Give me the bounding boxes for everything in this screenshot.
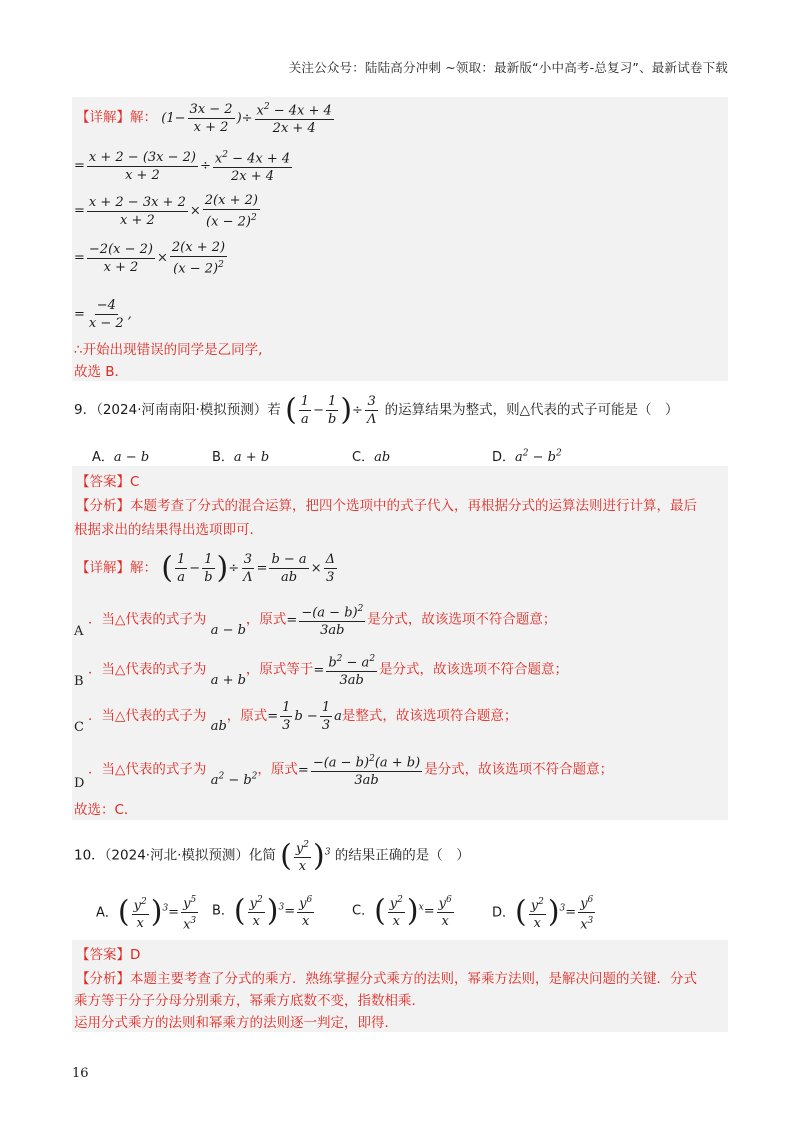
case-d-line: ．当△代表的式子为 $a^2 - b^2$，原式= $\frac{-(a - b)^2(a + b)}{3ab}$ 是分式，故该选项不符合题意；	[88, 754, 614, 789]
q8-detail-block	[72, 97, 728, 381]
q10-option-c[interactable]: C．( $\frac{y^2}{x}$ )$^x$= $\frac{y^6}{x}$	[352, 893, 452, 930]
q8-step-2: = $\frac{x + 2 - 3x + 2}{x + 2}$ × $\frac{2(x + 2)}{(x - 2)^2}$	[74, 193, 258, 230]
q9-detail-line: 【详解】解： ( $\frac{1}{a}$ − $\frac{1}{b}$ )÷ $\frac{3}{\Lambda}$ = $\frac{b - a}{ab}$ × $\frac{\Delta}{3}$	[76, 550, 335, 586]
q9-analysis-1: 【分析】本题考查了分式的混合运算，把四个选项中的式子代入，再根据分式的运算法则进行计算，最后	[76, 498, 697, 514]
page-header: 关注公众号：陆陆高分冲刺 ~领取：最新版“小中高考-总复习”、最新试卷下载	[288, 60, 728, 75]
case-b-line: ．当△代表的式子为 a + b，原式等于= $\frac{b^2 - a^2}{3ab}$ 是分式，故该选项不符合题意；	[88, 654, 569, 689]
q10-analysis-3: 运用分式乘方的法则和幂乘方的法则逐一判定，即得．	[74, 1015, 398, 1031]
q9-choice: 故选：C．	[74, 802, 138, 818]
q10-answer: 【答案】D	[76, 947, 141, 963]
case-b-letter: B	[74, 674, 84, 689]
q8-step-1: = $\frac{x + 2 - (3x - 2)}{x + 2}$ ÷ $\frac{x^2 - 4x + 4}{2x + 4}$	[74, 149, 291, 185]
q9-option-b[interactable]: B．a + b	[212, 450, 270, 465]
page-number: 16	[72, 1066, 89, 1081]
q8-conclusion: ∴开始出现错误的同学是乙同学,	[74, 342, 263, 358]
q9-option-c[interactable]: C．ab	[352, 450, 391, 465]
q9-option-a[interactable]: A．a − b	[92, 450, 150, 465]
q8-step-4: = $\frac{-4}{x - 2}$ ,	[74, 298, 132, 331]
q10-option-b[interactable]: B．( $\frac{y^2}{x}$ )$^3$= $\frac{y^6}{x}$	[212, 893, 313, 930]
q9-stem: 9．（2024·河南南阳·模拟预测）若 ( $\frac{1}{a}$ − $\frac{1}{b}$ )÷ $\frac{3}{\Lambda}$ 的运算结果为整式，则△代表的式子可能是（ ）	[74, 392, 679, 428]
case-c-letter: C	[74, 720, 84, 735]
q8-step-3: = $\frac{-2(x - 2)}{x + 2}$ × $\frac{2(x + 2)}{(x - 2)^2}$	[74, 240, 226, 277]
q8-choice: 故选 B．	[74, 364, 129, 380]
q10-stem: 10．（2024·河北·模拟预测）化简 ( $\frac{y^2}{x}$ )$^3$ 的结果正确的是（ ）	[74, 838, 470, 875]
case-d-letter: D	[74, 776, 85, 791]
case-c-line: ．当△代表的式子为 ab，原式= $\frac{1}{3}$ b − $\frac{1}{3}$ a是整式，故该选项符合题意；	[88, 700, 518, 734]
q9-answer: 【答案】C	[76, 474, 140, 490]
q10-option-d[interactable]: D．( $\frac{y^2}{x}$ )$^3$= $\frac{y^6}{x^3}$	[492, 894, 594, 933]
q9-analysis-2: 根据求出的结果得出选项即可．	[74, 522, 263, 538]
q9-option-d[interactable]: D．$a^2 - b^2$	[492, 448, 562, 465]
q10-analysis-1: 【分析】本题主要考查了分式的乘方．熟练掌握分式乘方的法则，幂乘方法则，是解决问题的关键．分式	[76, 971, 697, 987]
q8-detail-line-1: 【详解】解： (1− $\frac{3x - 2}{x + 2}$ )÷ $\frac{x^2 - 4x + 4}{2x + 4}$	[76, 101, 332, 137]
q10-option-a[interactable]: A．( $\frac{y^2}{x}$ )$^3$= $\frac{y^5}{x^3}$	[96, 894, 197, 933]
detail-tag: 【详解】	[76, 109, 130, 126]
case-a-line: ．当△代表的式子为 a − b，原式= $\frac{-(a - b)^2}{3ab}$ 是分式，故该选项不符合题意；	[88, 604, 557, 639]
q10-analysis-2: 乘方等于分子分母分别乘方，幂乘方底数不变，指数相乘．	[74, 993, 425, 1009]
case-a-letter: A	[74, 624, 84, 639]
